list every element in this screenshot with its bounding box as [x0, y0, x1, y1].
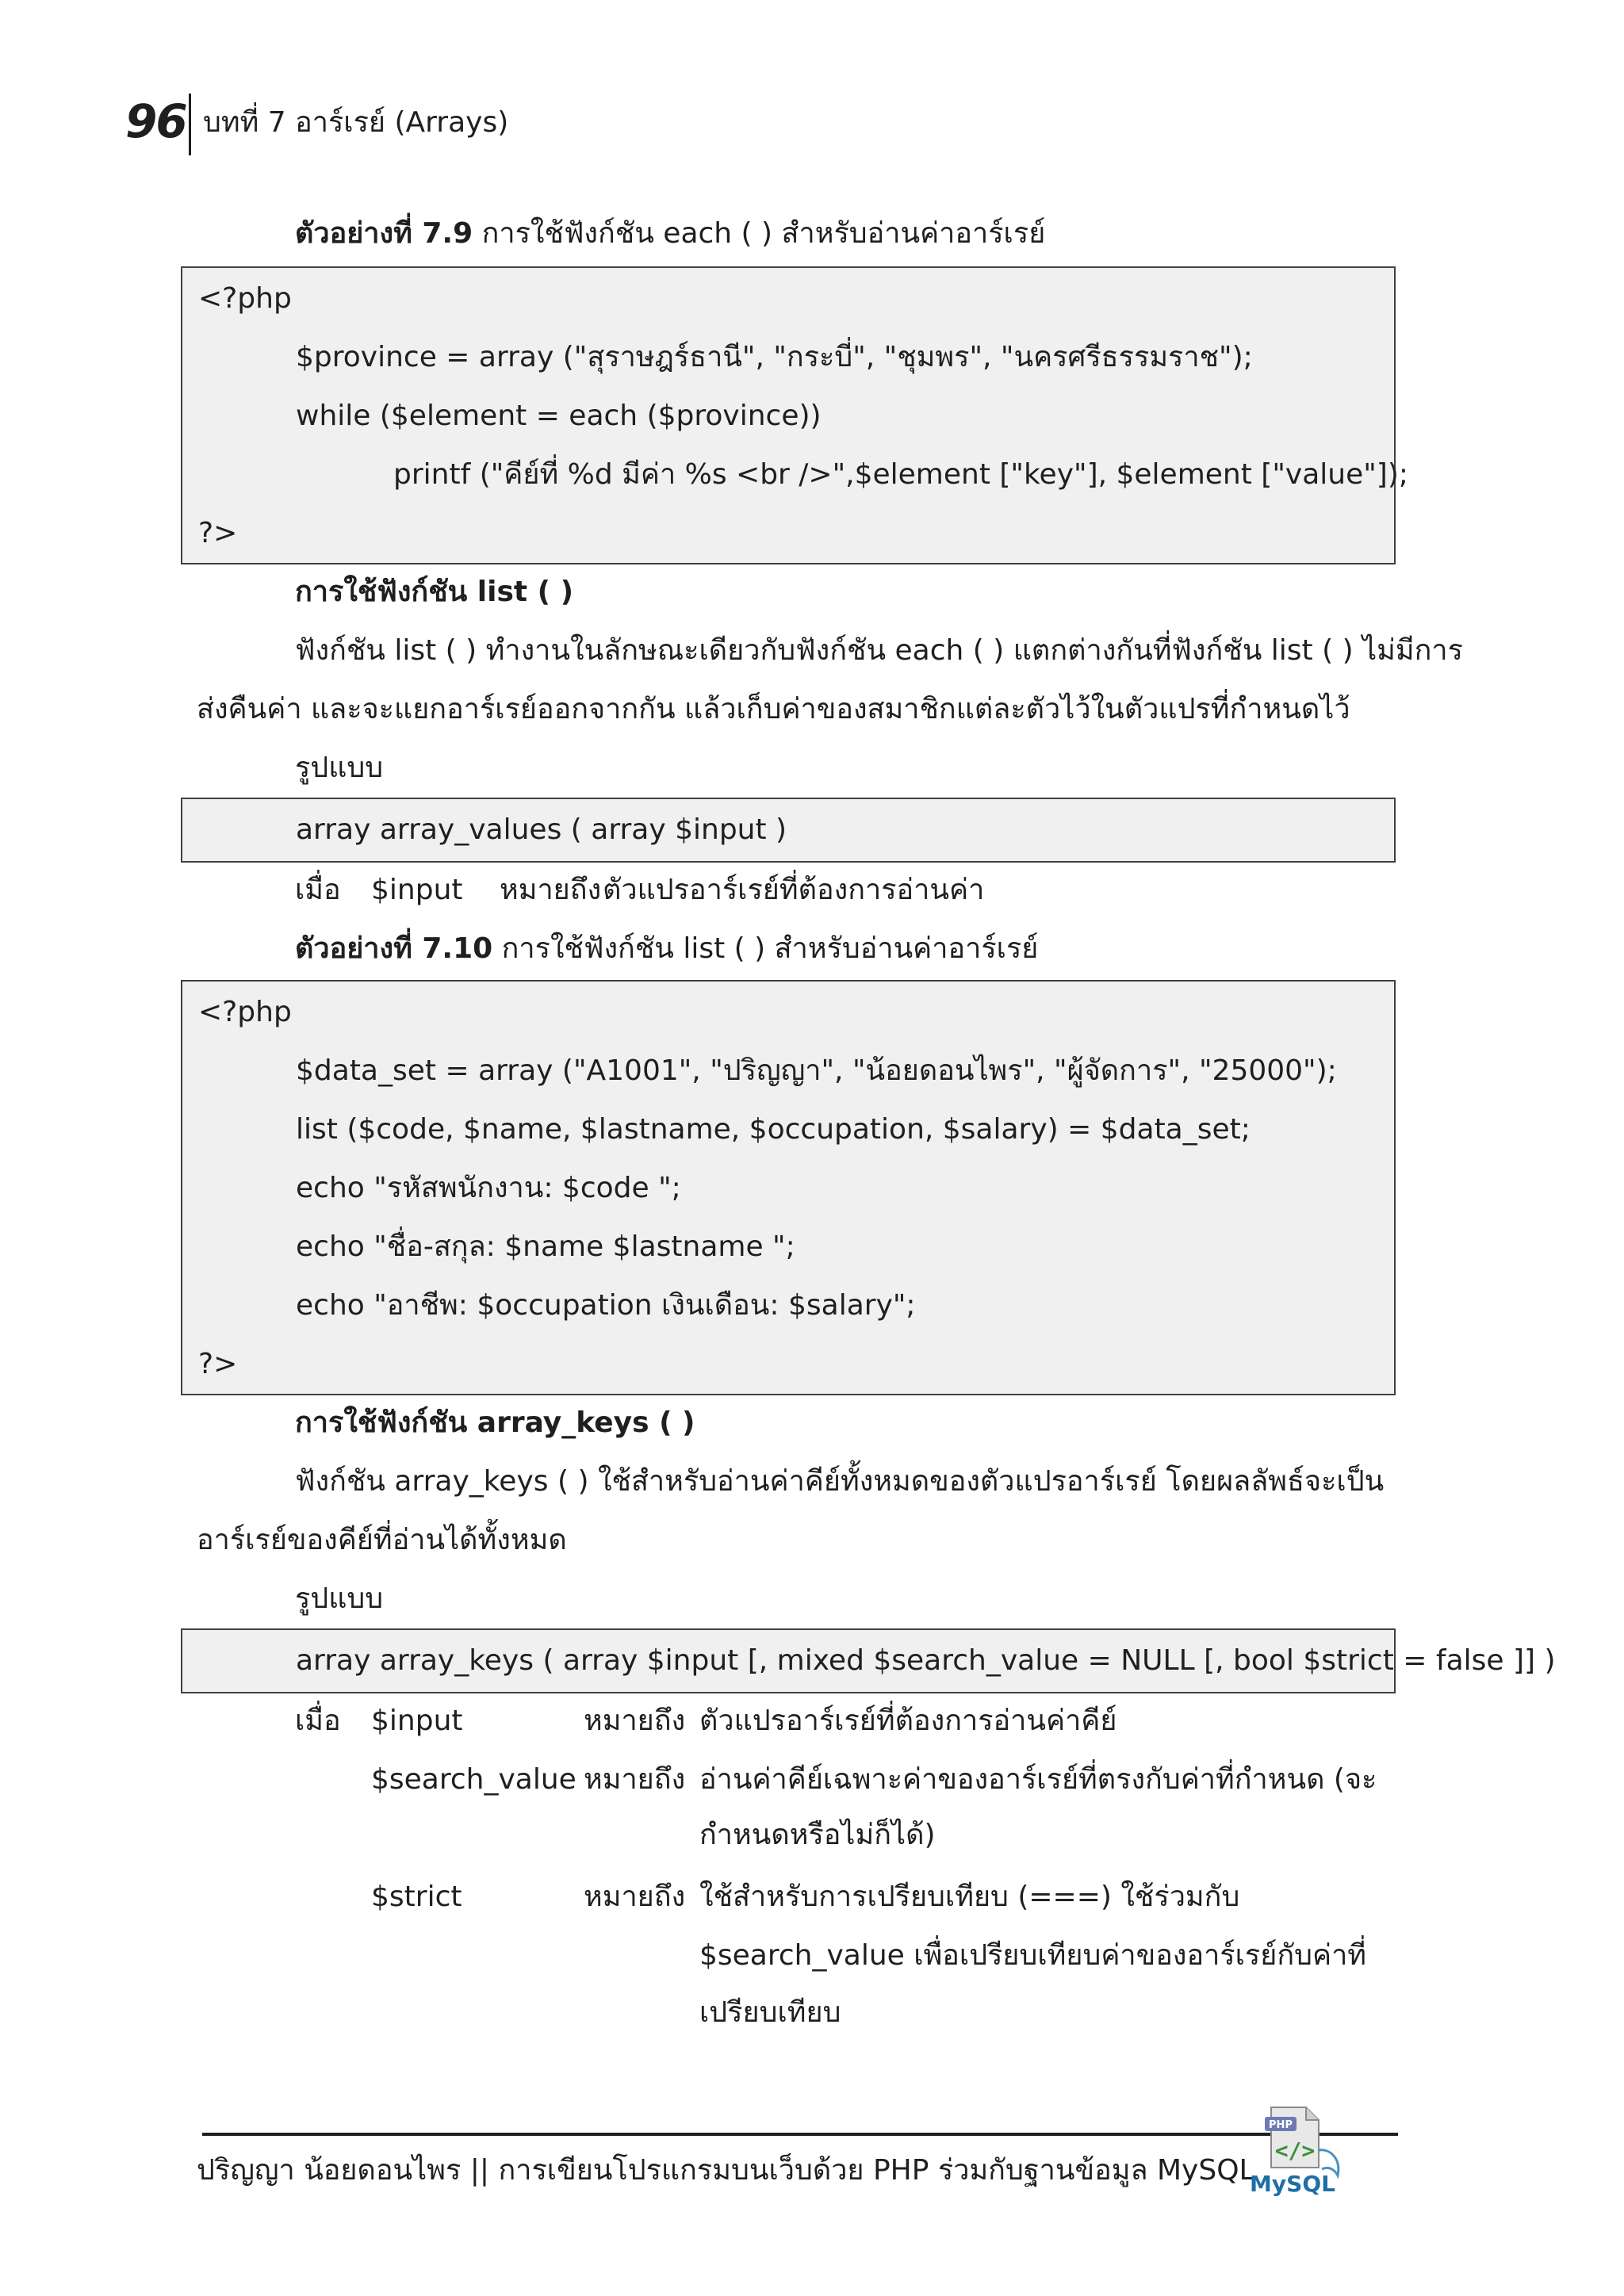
php-badge-text: PHP — [1269, 2119, 1293, 2131]
format-label: รูปแบบ — [295, 752, 384, 784]
code-line: printf ("คีย์ที่ %d มีค่า %s <br />",$element ["key"], $element ["value"]); — [393, 458, 1409, 491]
code-block-example-7-9 — [181, 266, 1409, 564]
paragraph-line: อาร์เรย์ของคีย์ที่อ่านได้ทั้งหมด — [197, 1524, 567, 1556]
means-label: หมายถึง — [584, 1881, 686, 1913]
example-label: ตัวอย่างที่ 7.9 — [295, 217, 473, 250]
param-description: กำหนดหรือไม่ก็ได้) — [699, 1819, 936, 1851]
param-description: ตัวแปรอาร์เรย์ที่ต้องการอ่านค่า — [603, 874, 985, 906]
paragraph-line: ส่งคืนค่า และจะแยกอาร์เรย์ออกจากกัน แล้วเก็บค่าของสมาชิกแต่ละตัวไว้ในตัวแปรที่กำหนดไว้ — [197, 693, 1350, 725]
code-line: $data_set = array ("A1001", "ปริญญา", "น้อยดอนไพร", "ผู้จัดการ", "25000"); — [296, 1054, 1337, 1087]
syntax-text: array array_keys ( array $input [, mixed $search_value = NULL [, bool $strict = false ]] ) — [296, 1644, 1556, 1677]
param-name: $strict — [371, 1881, 462, 1913]
paragraph-line: ฟังก์ชัน list ( ) ทำงานในลักษณะเดียวกับฟังก์ชัน each ( ) แตกต่างกันที่ฟังก์ชัน list ( ) ไม่มีการ — [295, 634, 1463, 667]
code-line: echo "ชื่อ-สกุล: $name $lastname "; — [296, 1230, 795, 1263]
section-heading-array-keys: การใช้ฟังก์ชัน array_keys ( ) — [295, 1406, 695, 1439]
code-line: while ($element = each ($province)) — [296, 400, 822, 432]
code-line: list ($code, $name, $lastname, $occupation, $salary) = $data_set; — [296, 1113, 1251, 1146]
code-line: $province = array ("สุราษฎร์ธานี", "กระบี่", "ชุมพร", "นครศรีธรรมราช"); — [296, 341, 1253, 373]
header-divider — [189, 94, 191, 155]
where-label: เมื่อ — [295, 874, 341, 906]
example-7-9-caption — [295, 214, 1045, 254]
section-heading-list: การใช้ฟังก์ชัน list ( ) — [295, 576, 574, 608]
syntax-text: array array_values ( array $input ) — [296, 813, 787, 846]
param-name: $search_value — [371, 1763, 576, 1796]
php-mysql-logo — [1233, 2103, 1352, 2214]
example-7-10-caption — [295, 929, 1038, 969]
footer-text: ปริญญา น้อยดอนไพร || การเขียนโปรแกรมบนเว็บด้วย PHP ร่วมกับฐานข้อมูล MySQL — [197, 2154, 1255, 2187]
footer-divider — [202, 2133, 1398, 2136]
where-label: เมื่อ — [295, 1705, 341, 1737]
code-line: echo "อาชีพ: $occupation เงินเดือน: $salary"; — [296, 1289, 916, 1322]
code-line: ?> — [198, 1348, 238, 1380]
example-caption-text: การใช้ฟังก์ชัน each ( ) สำหรับอ่านค่าอาร์เรย์ — [473, 217, 1046, 250]
example-caption-text: การใช้ฟังก์ชัน list ( ) สำหรับอ่านค่าอาร์เรย์ — [492, 932, 1039, 965]
code-block-example-7-10 — [181, 980, 1396, 1395]
param-description: ใช้สำหรับการเปรียบเทียบ (===) ใช้ร่วมกับ — [699, 1881, 1240, 1913]
param-description: เปรียบเทียบ — [699, 1996, 841, 2029]
syntax-box-array-keys — [181, 1628, 1556, 1693]
code-line: ?> — [198, 517, 238, 549]
svg-text:</>: </> — [1274, 2137, 1316, 2164]
example-label: ตัวอย่างที่ 7.10 — [295, 932, 493, 965]
code-line: echo "รหัสพนักงาน: $code "; — [296, 1172, 681, 1204]
chapter-title: บทที่ 7 อาร์เรย์ (Arrays) — [203, 106, 509, 139]
mysql-wordmark: MySQL — [1250, 2171, 1335, 2197]
paragraph-line: ฟังก์ชัน array_keys ( ) ใช้สำหรับอ่านค่าคีย์ทั้งหมดของตัวแปรอาร์เรย์ โดยผลลัพธ์จะเป็น — [295, 1465, 1385, 1498]
param-name: $input — [371, 1705, 463, 1737]
format-label: รูปแบบ — [295, 1582, 384, 1615]
param-name: $input — [371, 874, 463, 906]
param-description: $search_value เพื่อเปรียบเทียบค่าของอาร์เรย์กับค่าที่ — [699, 1939, 1367, 1972]
means-label: หมายถึง — [584, 1763, 686, 1796]
means-label: หมายถึง — [584, 1705, 686, 1737]
syntax-box-array-values — [181, 798, 1396, 863]
param-description: ตัวแปรอาร์เรย์ที่ต้องการอ่านค่าคีย์ — [699, 1705, 1117, 1737]
means-label: หมายถึง — [500, 874, 602, 906]
page-number: 96 — [125, 94, 186, 148]
code-line: <?php — [198, 282, 292, 315]
code-line: <?php — [198, 996, 292, 1028]
param-description: อ่านค่าคีย์เฉพาะค่าของอาร์เรย์ที่ตรงกับค่าที่กำหนด (จะ — [699, 1763, 1377, 1796]
